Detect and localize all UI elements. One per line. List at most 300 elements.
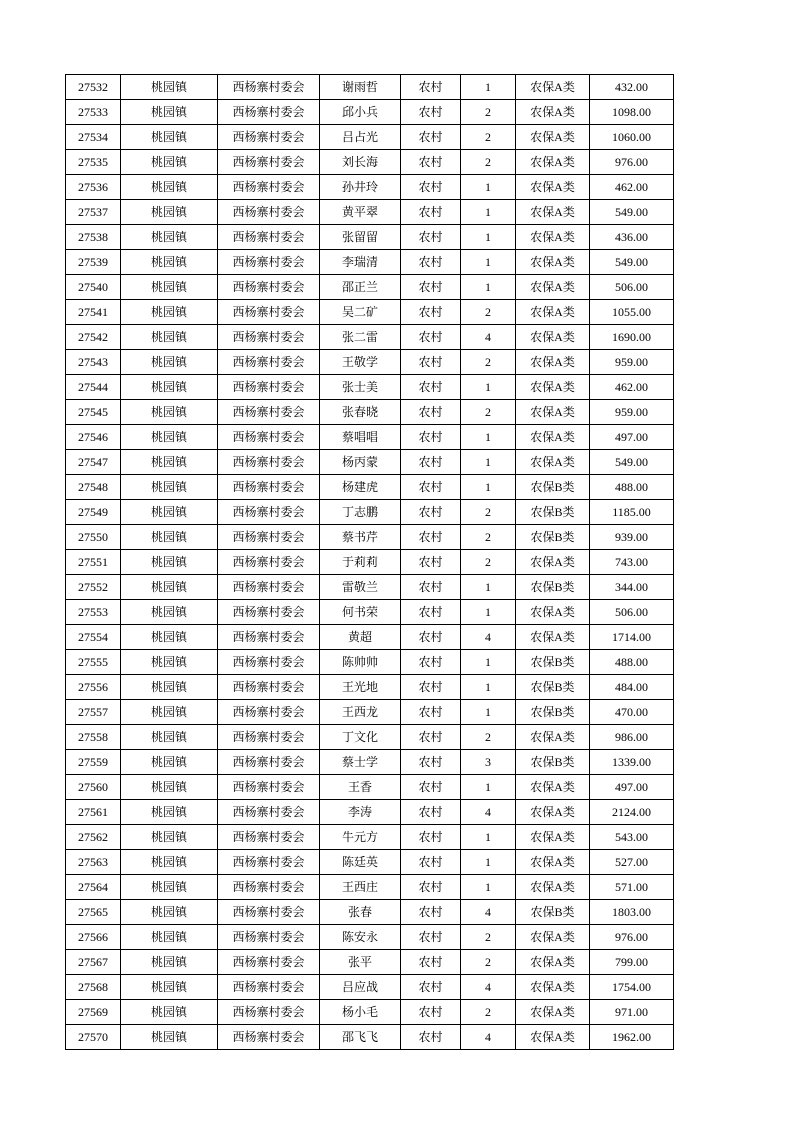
cell-insurance_category: 农保B类 xyxy=(516,650,590,675)
cell-person_count: 4 xyxy=(461,975,516,1000)
cell-amount: 488.00 xyxy=(590,650,674,675)
cell-person_count: 2 xyxy=(461,350,516,375)
cell-residence_type: 农村 xyxy=(401,800,461,825)
cell-insurance_category: 农保A类 xyxy=(516,925,590,950)
table-row xyxy=(66,825,674,850)
cell-town: 桃园镇 xyxy=(121,925,218,950)
cell-residence_type: 农村 xyxy=(401,675,461,700)
cell-record_id: 27544 xyxy=(66,375,121,400)
cell-person_count: 1 xyxy=(461,675,516,700)
cell-amount: 506.00 xyxy=(590,275,674,300)
cell-person_name: 刘长海 xyxy=(320,150,401,175)
cell-person_count: 1 xyxy=(461,825,516,850)
cell-record_id: 27532 xyxy=(66,75,121,100)
cell-amount: 976.00 xyxy=(590,925,674,950)
cell-residence_type: 农村 xyxy=(401,925,461,950)
cell-person_count: 1 xyxy=(461,650,516,675)
cell-person_count: 1 xyxy=(461,475,516,500)
cell-residence_type: 农村 xyxy=(401,825,461,850)
cell-insurance_category: 农保A类 xyxy=(516,1025,590,1050)
cell-person_count: 2 xyxy=(461,500,516,525)
cell-village_committee: 西杨寨村委会 xyxy=(218,525,320,550)
cell-insurance_category: 农保A类 xyxy=(516,425,590,450)
cell-amount: 462.00 xyxy=(590,375,674,400)
cell-person_count: 4 xyxy=(461,325,516,350)
cell-record_id: 27545 xyxy=(66,400,121,425)
cell-amount: 436.00 xyxy=(590,225,674,250)
cell-amount: 1339.00 xyxy=(590,750,674,775)
cell-amount: 1690.00 xyxy=(590,325,674,350)
table-row xyxy=(66,200,674,225)
cell-amount: 1754.00 xyxy=(590,975,674,1000)
cell-village_committee: 西杨寨村委会 xyxy=(218,175,320,200)
cell-record_id: 27551 xyxy=(66,550,121,575)
cell-village_committee: 西杨寨村委会 xyxy=(218,975,320,1000)
cell-village_committee: 西杨寨村委会 xyxy=(218,200,320,225)
cell-village_committee: 西杨寨村委会 xyxy=(218,650,320,675)
cell-record_id: 27553 xyxy=(66,600,121,625)
cell-person_name: 邵飞飞 xyxy=(320,1025,401,1050)
cell-person_count: 4 xyxy=(461,1025,516,1050)
cell-village_committee: 西杨寨村委会 xyxy=(218,800,320,825)
cell-person_name: 雷敬兰 xyxy=(320,575,401,600)
cell-record_id: 27546 xyxy=(66,425,121,450)
table-row xyxy=(66,525,674,550)
cell-town: 桃园镇 xyxy=(121,600,218,625)
cell-amount: 1055.00 xyxy=(590,300,674,325)
cell-insurance_category: 农保A类 xyxy=(516,550,590,575)
cell-amount: 1962.00 xyxy=(590,1025,674,1050)
cell-amount: 543.00 xyxy=(590,825,674,850)
cell-village_committee: 西杨寨村委会 xyxy=(218,375,320,400)
cell-person_count: 2 xyxy=(461,150,516,175)
cell-town: 桃园镇 xyxy=(121,250,218,275)
cell-residence_type: 农村 xyxy=(401,250,461,275)
table-row xyxy=(66,75,674,100)
cell-residence_type: 农村 xyxy=(401,750,461,775)
cell-amount: 986.00 xyxy=(590,725,674,750)
cell-insurance_category: 农保A类 xyxy=(516,850,590,875)
cell-residence_type: 农村 xyxy=(401,225,461,250)
cell-amount: 527.00 xyxy=(590,850,674,875)
cell-person_name: 张留留 xyxy=(320,225,401,250)
cell-person_name: 邱小兵 xyxy=(320,100,401,125)
cell-person_count: 1 xyxy=(461,75,516,100)
cell-person_name: 牛元方 xyxy=(320,825,401,850)
cell-amount: 959.00 xyxy=(590,400,674,425)
cell-person_count: 1 xyxy=(461,575,516,600)
cell-person_count: 2 xyxy=(461,525,516,550)
cell-person_name: 谢雨哲 xyxy=(320,75,401,100)
cell-person_count: 1 xyxy=(461,700,516,725)
table-row xyxy=(66,800,674,825)
cell-town: 桃园镇 xyxy=(121,550,218,575)
cell-person_name: 丁志鹏 xyxy=(320,500,401,525)
cell-town: 桃园镇 xyxy=(121,725,218,750)
cell-record_id: 27564 xyxy=(66,875,121,900)
table-row xyxy=(66,500,674,525)
cell-record_id: 27569 xyxy=(66,1000,121,1025)
cell-person_count: 2 xyxy=(461,300,516,325)
cell-record_id: 27550 xyxy=(66,525,121,550)
cell-residence_type: 农村 xyxy=(401,75,461,100)
cell-person_name: 杨建虎 xyxy=(320,475,401,500)
cell-person_count: 1 xyxy=(461,175,516,200)
cell-person_count: 4 xyxy=(461,800,516,825)
cell-record_id: 27559 xyxy=(66,750,121,775)
cell-village_committee: 西杨寨村委会 xyxy=(218,475,320,500)
cell-amount: 344.00 xyxy=(590,575,674,600)
cell-residence_type: 农村 xyxy=(401,100,461,125)
cell-village_committee: 西杨寨村委会 xyxy=(218,1025,320,1050)
cell-insurance_category: 农保A类 xyxy=(516,375,590,400)
cell-record_id: 27534 xyxy=(66,125,121,150)
cell-amount: 571.00 xyxy=(590,875,674,900)
cell-town: 桃园镇 xyxy=(121,750,218,775)
cell-village_committee: 西杨寨村委会 xyxy=(218,700,320,725)
cell-amount: 976.00 xyxy=(590,150,674,175)
cell-record_id: 27542 xyxy=(66,325,121,350)
cell-person_name: 陈安永 xyxy=(320,925,401,950)
cell-insurance_category: 农保A类 xyxy=(516,350,590,375)
cell-record_id: 27566 xyxy=(66,925,121,950)
cell-record_id: 27547 xyxy=(66,450,121,475)
cell-insurance_category: 农保A类 xyxy=(516,725,590,750)
cell-record_id: 27555 xyxy=(66,650,121,675)
cell-person_name: 王西龙 xyxy=(320,700,401,725)
cell-insurance_category: 农保B类 xyxy=(516,475,590,500)
cell-insurance_category: 农保A类 xyxy=(516,100,590,125)
cell-town: 桃园镇 xyxy=(121,950,218,975)
cell-insurance_category: 农保A类 xyxy=(516,950,590,975)
cell-village_committee: 西杨寨村委会 xyxy=(218,275,320,300)
cell-residence_type: 农村 xyxy=(401,600,461,625)
cell-amount: 549.00 xyxy=(590,450,674,475)
cell-residence_type: 农村 xyxy=(401,275,461,300)
cell-town: 桃园镇 xyxy=(121,700,218,725)
cell-amount: 488.00 xyxy=(590,475,674,500)
cell-record_id: 27552 xyxy=(66,575,121,600)
table-row xyxy=(66,625,674,650)
cell-town: 桃园镇 xyxy=(121,825,218,850)
table-row xyxy=(66,850,674,875)
table-row xyxy=(66,375,674,400)
cell-person_name: 张春 xyxy=(320,900,401,925)
cell-village_committee: 西杨寨村委会 xyxy=(218,150,320,175)
table-row xyxy=(66,400,674,425)
cell-town: 桃园镇 xyxy=(121,350,218,375)
cell-amount: 959.00 xyxy=(590,350,674,375)
cell-insurance_category: 农保A类 xyxy=(516,325,590,350)
cell-village_committee: 西杨寨村委会 xyxy=(218,575,320,600)
table-row xyxy=(66,550,674,575)
cell-village_committee: 西杨寨村委会 xyxy=(218,250,320,275)
cell-person_name: 王光地 xyxy=(320,675,401,700)
cell-village_committee: 西杨寨村委会 xyxy=(218,500,320,525)
table-row xyxy=(66,150,674,175)
cell-village_committee: 西杨寨村委会 xyxy=(218,125,320,150)
cell-town: 桃园镇 xyxy=(121,575,218,600)
cell-village_committee: 西杨寨村委会 xyxy=(218,950,320,975)
cell-insurance_category: 农保A类 xyxy=(516,825,590,850)
cell-town: 桃园镇 xyxy=(121,675,218,700)
cell-village_committee: 西杨寨村委会 xyxy=(218,400,320,425)
cell-town: 桃园镇 xyxy=(121,400,218,425)
cell-amount: 1714.00 xyxy=(590,625,674,650)
cell-residence_type: 农村 xyxy=(401,450,461,475)
cell-record_id: 27554 xyxy=(66,625,121,650)
table-row xyxy=(66,775,674,800)
cell-amount: 432.00 xyxy=(590,75,674,100)
cell-village_committee: 西杨寨村委会 xyxy=(218,625,320,650)
cell-person_name: 孙井玲 xyxy=(320,175,401,200)
cell-insurance_category: 农保A类 xyxy=(516,600,590,625)
cell-record_id: 27535 xyxy=(66,150,121,175)
cell-person_name: 王敬学 xyxy=(320,350,401,375)
cell-village_committee: 西杨寨村委会 xyxy=(218,850,320,875)
table-row xyxy=(66,575,674,600)
cell-town: 桃园镇 xyxy=(121,125,218,150)
cell-person_count: 1 xyxy=(461,875,516,900)
cell-residence_type: 农村 xyxy=(401,425,461,450)
cell-village_committee: 西杨寨村委会 xyxy=(218,900,320,925)
cell-person_name: 蔡书芹 xyxy=(320,525,401,550)
cell-residence_type: 农村 xyxy=(401,575,461,600)
cell-village_committee: 西杨寨村委会 xyxy=(218,325,320,350)
cell-insurance_category: 农保A类 xyxy=(516,275,590,300)
cell-person_name: 黄超 xyxy=(320,625,401,650)
cell-town: 桃园镇 xyxy=(121,525,218,550)
cell-town: 桃园镇 xyxy=(121,500,218,525)
cell-town: 桃园镇 xyxy=(121,300,218,325)
cell-person_name: 何书荣 xyxy=(320,600,401,625)
cell-residence_type: 农村 xyxy=(401,975,461,1000)
cell-person_name: 邵正兰 xyxy=(320,275,401,300)
cell-person_name: 张二雷 xyxy=(320,325,401,350)
cell-person_count: 1 xyxy=(461,425,516,450)
cell-record_id: 27565 xyxy=(66,900,121,925)
cell-person_name: 蔡唱唱 xyxy=(320,425,401,450)
cell-person_name: 李瑞清 xyxy=(320,250,401,275)
cell-village_committee: 西杨寨村委会 xyxy=(218,675,320,700)
cell-residence_type: 农村 xyxy=(401,725,461,750)
cell-person_count: 1 xyxy=(461,775,516,800)
cell-residence_type: 农村 xyxy=(401,525,461,550)
table-row xyxy=(66,1025,674,1050)
cell-residence_type: 农村 xyxy=(401,325,461,350)
cell-person_name: 陈帅帅 xyxy=(320,650,401,675)
cell-person_count: 1 xyxy=(461,225,516,250)
cell-record_id: 27549 xyxy=(66,500,121,525)
table-row xyxy=(66,475,674,500)
table-row xyxy=(66,875,674,900)
cell-residence_type: 农村 xyxy=(401,950,461,975)
cell-person_count: 1 xyxy=(461,850,516,875)
cell-person_count: 4 xyxy=(461,900,516,925)
cell-insurance_category: 农保A类 xyxy=(516,225,590,250)
cell-insurance_category: 农保A类 xyxy=(516,1000,590,1025)
cell-amount: 1185.00 xyxy=(590,500,674,525)
cell-person_count: 2 xyxy=(461,725,516,750)
cell-village_committee: 西杨寨村委会 xyxy=(218,100,320,125)
cell-record_id: 27560 xyxy=(66,775,121,800)
table-row xyxy=(66,300,674,325)
cell-record_id: 27538 xyxy=(66,225,121,250)
cell-amount: 743.00 xyxy=(590,550,674,575)
cell-record_id: 27558 xyxy=(66,725,121,750)
cell-amount: 506.00 xyxy=(590,600,674,625)
cell-record_id: 27570 xyxy=(66,1025,121,1050)
cell-town: 桃园镇 xyxy=(121,650,218,675)
cell-town: 桃园镇 xyxy=(121,75,218,100)
cell-amount: 2124.00 xyxy=(590,800,674,825)
cell-residence_type: 农村 xyxy=(401,500,461,525)
table-row xyxy=(66,725,674,750)
cell-record_id: 27536 xyxy=(66,175,121,200)
insurance-records-table xyxy=(65,74,674,1050)
cell-amount: 971.00 xyxy=(590,1000,674,1025)
table-row xyxy=(66,950,674,975)
cell-village_committee: 西杨寨村委会 xyxy=(218,825,320,850)
cell-town: 桃园镇 xyxy=(121,100,218,125)
cell-person_count: 1 xyxy=(461,375,516,400)
cell-town: 桃园镇 xyxy=(121,175,218,200)
table-row xyxy=(66,925,674,950)
table-row xyxy=(66,675,674,700)
cell-record_id: 27539 xyxy=(66,250,121,275)
cell-town: 桃园镇 xyxy=(121,150,218,175)
cell-amount: 549.00 xyxy=(590,250,674,275)
cell-town: 桃园镇 xyxy=(121,800,218,825)
cell-amount: 1060.00 xyxy=(590,125,674,150)
table-row xyxy=(66,125,674,150)
cell-insurance_category: 农保B类 xyxy=(516,675,590,700)
cell-village_committee: 西杨寨村委会 xyxy=(218,725,320,750)
cell-person_count: 2 xyxy=(461,950,516,975)
cell-residence_type: 农村 xyxy=(401,400,461,425)
cell-insurance_category: 农保A类 xyxy=(516,300,590,325)
table-row xyxy=(66,100,674,125)
cell-person_name: 张春晓 xyxy=(320,400,401,425)
cell-record_id: 27533 xyxy=(66,100,121,125)
table-row xyxy=(66,700,674,725)
cell-amount: 462.00 xyxy=(590,175,674,200)
table-row xyxy=(66,1000,674,1025)
cell-insurance_category: 农保A类 xyxy=(516,975,590,1000)
cell-person_name: 李涛 xyxy=(320,800,401,825)
cell-person_count: 3 xyxy=(461,750,516,775)
cell-person_name: 吕占光 xyxy=(320,125,401,150)
cell-record_id: 27568 xyxy=(66,975,121,1000)
cell-person_count: 1 xyxy=(461,450,516,475)
cell-village_committee: 西杨寨村委会 xyxy=(218,750,320,775)
table-row xyxy=(66,600,674,625)
cell-town: 桃园镇 xyxy=(121,1025,218,1050)
cell-town: 桃园镇 xyxy=(121,375,218,400)
cell-person_name: 黄平翠 xyxy=(320,200,401,225)
cell-village_committee: 西杨寨村委会 xyxy=(218,550,320,575)
cell-residence_type: 农村 xyxy=(401,875,461,900)
cell-insurance_category: 农保A类 xyxy=(516,250,590,275)
cell-person_name: 蔡士学 xyxy=(320,750,401,775)
cell-amount: 939.00 xyxy=(590,525,674,550)
cell-village_committee: 西杨寨村委会 xyxy=(218,225,320,250)
cell-insurance_category: 农保A类 xyxy=(516,125,590,150)
cell-residence_type: 农村 xyxy=(401,300,461,325)
cell-residence_type: 农村 xyxy=(401,650,461,675)
cell-record_id: 27567 xyxy=(66,950,121,975)
cell-residence_type: 农村 xyxy=(401,200,461,225)
cell-record_id: 27562 xyxy=(66,825,121,850)
cell-residence_type: 农村 xyxy=(401,150,461,175)
table-row xyxy=(66,350,674,375)
cell-town: 桃园镇 xyxy=(121,275,218,300)
cell-insurance_category: 农保A类 xyxy=(516,75,590,100)
cell-amount: 470.00 xyxy=(590,700,674,725)
cell-amount: 1098.00 xyxy=(590,100,674,125)
cell-person_count: 1 xyxy=(461,600,516,625)
cell-person_count: 4 xyxy=(461,625,516,650)
cell-village_committee: 西杨寨村委会 xyxy=(218,425,320,450)
cell-person_count: 2 xyxy=(461,125,516,150)
table-row xyxy=(66,250,674,275)
cell-amount: 484.00 xyxy=(590,675,674,700)
cell-village_committee: 西杨寨村委会 xyxy=(218,450,320,475)
cell-residence_type: 农村 xyxy=(401,900,461,925)
cell-village_committee: 西杨寨村委会 xyxy=(218,350,320,375)
cell-town: 桃园镇 xyxy=(121,900,218,925)
cell-insurance_category: 农保A类 xyxy=(516,800,590,825)
cell-person_name: 吴二矿 xyxy=(320,300,401,325)
cell-town: 桃园镇 xyxy=(121,325,218,350)
cell-person_count: 2 xyxy=(461,400,516,425)
cell-town: 桃园镇 xyxy=(121,225,218,250)
cell-residence_type: 农村 xyxy=(401,175,461,200)
cell-residence_type: 农村 xyxy=(401,550,461,575)
cell-record_id: 27561 xyxy=(66,800,121,825)
table-row xyxy=(66,650,674,675)
cell-insurance_category: 农保A类 xyxy=(516,200,590,225)
table-row xyxy=(66,275,674,300)
table-row xyxy=(66,750,674,775)
table-row xyxy=(66,325,674,350)
cell-amount: 1803.00 xyxy=(590,900,674,925)
cell-person_count: 2 xyxy=(461,100,516,125)
cell-record_id: 27540 xyxy=(66,275,121,300)
cell-residence_type: 农村 xyxy=(401,1000,461,1025)
table-body xyxy=(66,75,674,1050)
cell-record_id: 27556 xyxy=(66,675,121,700)
cell-village_committee: 西杨寨村委会 xyxy=(218,875,320,900)
cell-insurance_category: 农保A类 xyxy=(516,175,590,200)
cell-amount: 497.00 xyxy=(590,425,674,450)
cell-record_id: 27563 xyxy=(66,850,121,875)
cell-village_committee: 西杨寨村委会 xyxy=(218,925,320,950)
cell-person_count: 1 xyxy=(461,200,516,225)
cell-insurance_category: 农保B类 xyxy=(516,700,590,725)
table-row xyxy=(66,175,674,200)
cell-town: 桃园镇 xyxy=(121,1000,218,1025)
cell-insurance_category: 农保A类 xyxy=(516,625,590,650)
cell-person_name: 于莉莉 xyxy=(320,550,401,575)
cell-village_committee: 西杨寨村委会 xyxy=(218,75,320,100)
cell-record_id: 27541 xyxy=(66,300,121,325)
cell-record_id: 27543 xyxy=(66,350,121,375)
cell-person_name: 张士美 xyxy=(320,375,401,400)
cell-town: 桃园镇 xyxy=(121,475,218,500)
cell-insurance_category: 农保A类 xyxy=(516,150,590,175)
cell-town: 桃园镇 xyxy=(121,450,218,475)
